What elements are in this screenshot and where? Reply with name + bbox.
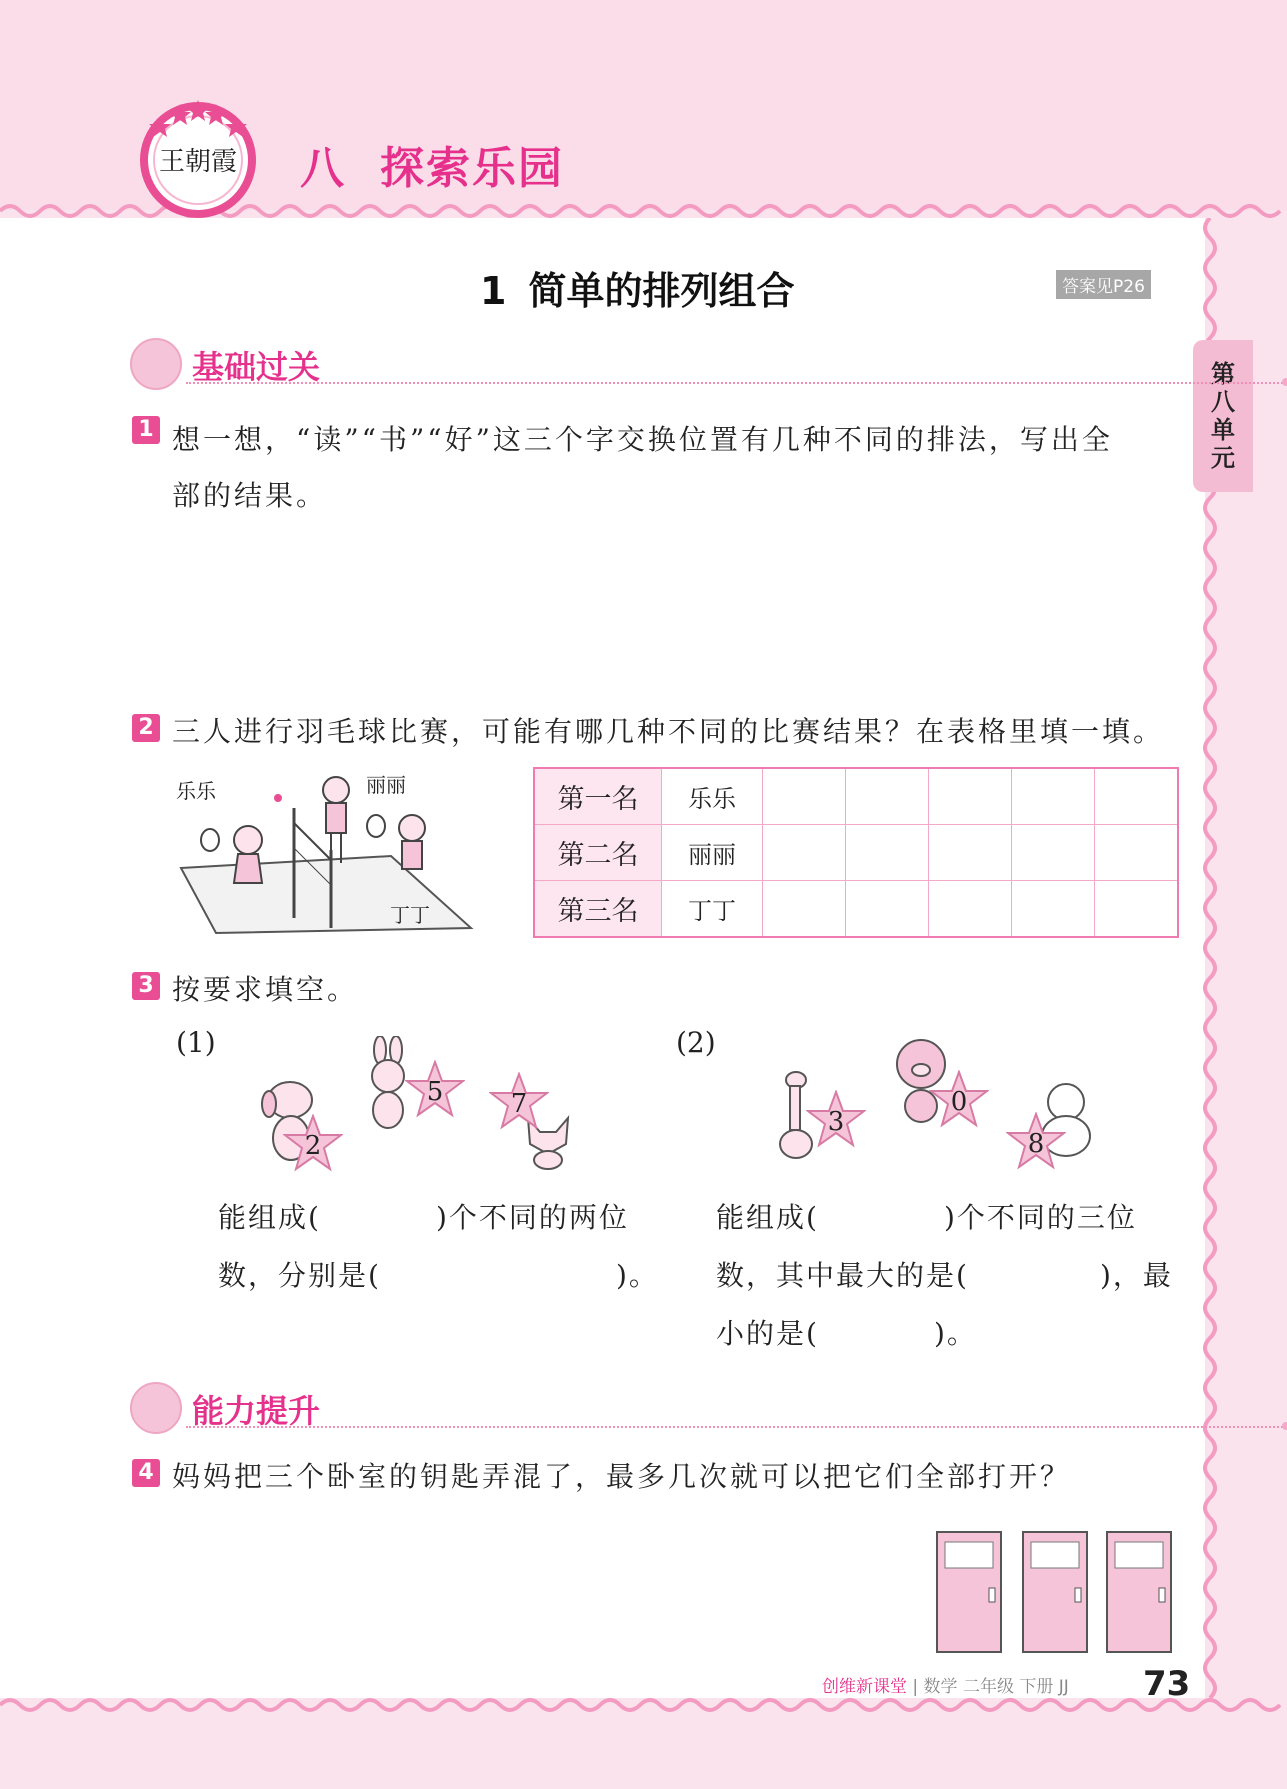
star-digit: 3 xyxy=(827,1107,845,1137)
lesson-name: 简单的排列组合 xyxy=(528,269,795,313)
part-2-line-1-start: 能组成( xyxy=(716,1201,819,1234)
star-digit: 7 xyxy=(510,1089,528,1119)
lesson-title xyxy=(480,260,794,315)
question-number: 3 xyxy=(132,972,160,1000)
rank-header: 第二名 xyxy=(534,825,662,881)
star-digit: 8 xyxy=(1027,1129,1045,1159)
section-header-advanced xyxy=(130,1382,1287,1432)
blank-cell[interactable] xyxy=(763,825,846,881)
dots-icon xyxy=(1280,1416,1287,1436)
question-number: 2 xyxy=(132,714,160,742)
section-header-basic xyxy=(130,338,1287,388)
blank-cell[interactable] xyxy=(763,768,846,825)
footer-brand: 创维新课堂 xyxy=(822,1677,907,1697)
star-card xyxy=(405,1060,465,1118)
blank-cell[interactable] xyxy=(929,881,1012,938)
star-card xyxy=(806,1090,866,1148)
unit-title xyxy=(300,132,564,196)
part-1-line-2-start: 数，分别是( xyxy=(218,1259,381,1292)
blank-cell[interactable] xyxy=(763,881,846,938)
player-label-lili: 丽丽 xyxy=(366,773,406,797)
star-card xyxy=(489,1072,549,1130)
star-digit: 2 xyxy=(304,1131,322,1161)
section-label: 能力提升 xyxy=(192,1392,321,1430)
section-divider xyxy=(186,382,1287,384)
doors-illustration xyxy=(935,1530,1175,1655)
question-2-text: 三人进行羽毛球比赛，可能有哪几种不同的比赛结果？在表格里填一填。 xyxy=(172,715,1165,748)
table-row xyxy=(534,881,1178,938)
rank-header: 第三名 xyxy=(534,881,662,938)
blank-cell[interactable] xyxy=(846,881,929,938)
unit-name: 探索乐园 xyxy=(380,143,564,194)
blank-cell[interactable] xyxy=(846,825,929,881)
section-avatar-icon xyxy=(130,1382,182,1434)
rank-name: 丽丽 xyxy=(662,825,763,881)
star-card xyxy=(283,1114,343,1172)
star-digit: 0 xyxy=(950,1087,968,1117)
part-2-line-3-end: )。 xyxy=(934,1317,977,1350)
question-1-line1: 想一想，“读”“书”“好”这三个字交换位置有几种不同的排法，写出全 xyxy=(172,423,1113,456)
section-divider xyxy=(186,1426,1287,1428)
blank-cell[interactable] xyxy=(1095,825,1179,881)
blank-cell[interactable] xyxy=(1012,825,1095,881)
brand-logo xyxy=(138,98,258,218)
side-tab-label: 第八单元 xyxy=(1211,360,1235,472)
part-2-line-3-start: 小的是( xyxy=(716,1317,819,1350)
question-number: 4 xyxy=(132,1459,160,1487)
footer-info: 数学 二年级 下册 JJ xyxy=(923,1677,1069,1697)
blank-cell[interactable] xyxy=(1012,768,1095,825)
blank-cell[interactable] xyxy=(1095,881,1179,938)
part-1-line-1-end: )个不同的两位 xyxy=(436,1201,629,1234)
badminton-illustration xyxy=(176,768,476,938)
lesson-number: 1 xyxy=(480,269,507,313)
ranking-table xyxy=(533,767,1179,938)
rank-name: 丁丁 xyxy=(662,881,763,938)
part-1-label: (1) xyxy=(176,1026,216,1059)
part-1-line-1-start: 能组成( xyxy=(218,1201,321,1234)
footer-separator: | xyxy=(912,1677,919,1697)
blank-cell[interactable] xyxy=(846,768,929,825)
part-2-line-1-end: )个不同的三位 xyxy=(944,1201,1137,1234)
part-2-line-2-start: 数，其中最大的是( xyxy=(716,1259,969,1292)
footer xyxy=(822,1672,1069,1697)
player-label-lele: 乐乐 xyxy=(176,779,216,803)
question-1-text xyxy=(172,412,1172,524)
part-1-line-2-end: )。 xyxy=(616,1259,659,1292)
blank-cell[interactable] xyxy=(1012,881,1095,938)
part-2-label: (2) xyxy=(676,1026,716,1059)
blank-cell[interactable] xyxy=(929,768,1012,825)
table-row xyxy=(534,825,1178,881)
star-digit: 5 xyxy=(426,1077,444,1107)
logo-text: 王朝霞 xyxy=(158,147,238,177)
star-card xyxy=(1006,1112,1066,1170)
section-avatar-icon xyxy=(130,338,182,390)
rank-name: 乐乐 xyxy=(662,768,763,825)
unit-number: 八 xyxy=(300,143,346,194)
bottom-wave-border xyxy=(0,1690,1287,1720)
section-label: 基础过关 xyxy=(192,348,321,386)
question-4-text: 妈妈把三个卧室的钥匙弄混了，最多几次就可以把它们全部打开？ xyxy=(172,1460,1072,1493)
question-1-line2: 部的结果。 xyxy=(172,479,328,512)
blank-cell[interactable] xyxy=(929,825,1012,881)
question-number: 1 xyxy=(132,416,160,444)
part-2-line-2-end: )，最 xyxy=(1100,1259,1173,1292)
table-row xyxy=(534,768,1178,825)
blank-cell[interactable] xyxy=(1095,768,1179,825)
star-card xyxy=(929,1070,989,1128)
page-number: 73 xyxy=(1143,1664,1191,1704)
rank-header: 第一名 xyxy=(534,768,662,825)
answer-reference: 答案见P26 xyxy=(1056,270,1151,299)
question-3-text: 按要求填空。 xyxy=(172,973,359,1006)
player-label-dingding: 丁丁 xyxy=(390,903,430,927)
dots-icon xyxy=(1280,372,1287,392)
